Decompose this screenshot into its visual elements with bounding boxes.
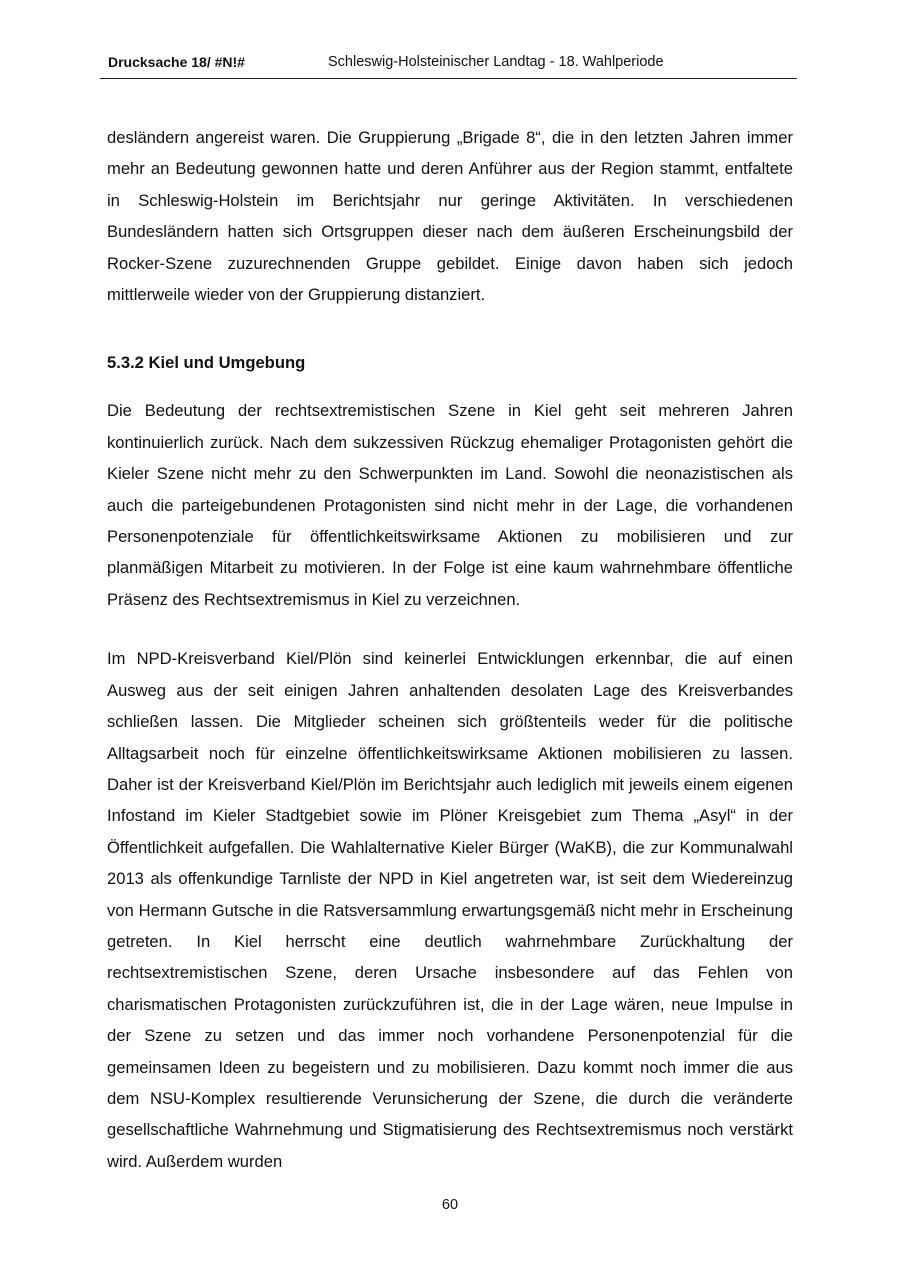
page-number: 60 [441, 1197, 459, 1213]
document-reference: Drucksache 18/ #N!# [108, 54, 245, 70]
header-title: Schleswig-Holsteinischer Landtag - 18. Wahlperiode [328, 54, 664, 70]
page-header [100, 50, 797, 79]
paragraph-continuation: desländern angereist waren. Die Gruppierung „Brigade 8“, die in den letzten Jahren immer mehr an Bedeutung gewonnen hatte und deren Anführer aus der Region stammt, entfaltete in Schleswig-Holstein im Berichtsjahr nur geringe Aktivitäten. In verschiedenen Bundesländern hatten sich Ortsgruppen dieser nach dem äußeren Erscheinungsbild der Rocker-Szene zuzurechnenden Gruppe gebildet. Einige davon haben sich jedoch mittlerweile wieder von der Gruppierung distanziert. [107, 128, 793, 305]
page-body [107, 122, 793, 1177]
section-heading: 5.3.2 Kiel und Umgebung [107, 353, 306, 373]
paragraph-kiel-overview: Die Bedeutung der rechtsextremistischen Szene in Kiel geht seit mehreren Jahren kontinuierlich zurück. Nach dem sukzessiven Rückzug ehemaliger Protagonisten gehört die Kieler Szene nicht mehr zu den Schwerpunkten im Land. Sowohl die neonazistischen als auch die parteigebundenen Protagonisten sind nicht mehr in der Lage, die vorhandenen Personenpotenziale für öffentlichkeitswirksame Aktionen zu mobilisieren und zur planmäßigen Mitarbeit zu motivieren. In der Folge ist eine kaum wahrnehmbare öffentliche Präsenz des Rechtsextremismus in Kiel zu verzeichnen. [107, 401, 793, 609]
paragraph-npd-kreisverband: Im NPD-Kreisverband Kiel/Plön sind keinerlei Entwicklungen erkennbar, die auf einen Ausweg aus der seit einigen Jahren anhaltenden desolaten Lage des Kreisverbandes schließen lassen. Die Mitglieder scheinen sich größtenteils weder für die politische Alltagsarbeit noch für einzelne öffentlichkeitswirksame Aktionen mobilisieren zu lassen. Daher ist der Kreisverband Kiel/Plön im Berichtsjahr auch lediglich mit jeweils einem eigenen Infostand im Kieler Stadtgebiet sowie im Plöner Kreisgebiet zum Thema „Asyl“ in der Öffentlichkeit aufgefallen. Die Wahlalternative Kieler Bürger (WaKB), die zur Kommunalwahl 2013 als offenkundige Tarnliste der NPD in Kiel angetreten war, ist seit dem Wiedereinzug von Hermann Gutsche in die Ratsversammlung erwartungsgemäß nicht mehr in Erscheinung getreten. In Kiel herrscht eine deutlich wahrnehmbare Zurückhaltung der rechtsextremistischen Szene, deren Ursache insbesondere auf das Fehlen von charismatischen Protagonisten zurückzuführen ist, die in der Lage wären, neue Impulse in der Szene zu setzen und das immer noch vorhandene Personenpotenzial für die gemeinsamen Ideen zu begeistern und zu mobilisieren. Dazu kommt noch immer die aus dem NSU-Komplex resultierende Verunsicherung der Szene, die durch die veränderte gesellschaftliche Wahrnehmung und Stigmatisierung des Rechtsextremismus noch verstärkt wird. Außerdem wurden [107, 649, 793, 1171]
